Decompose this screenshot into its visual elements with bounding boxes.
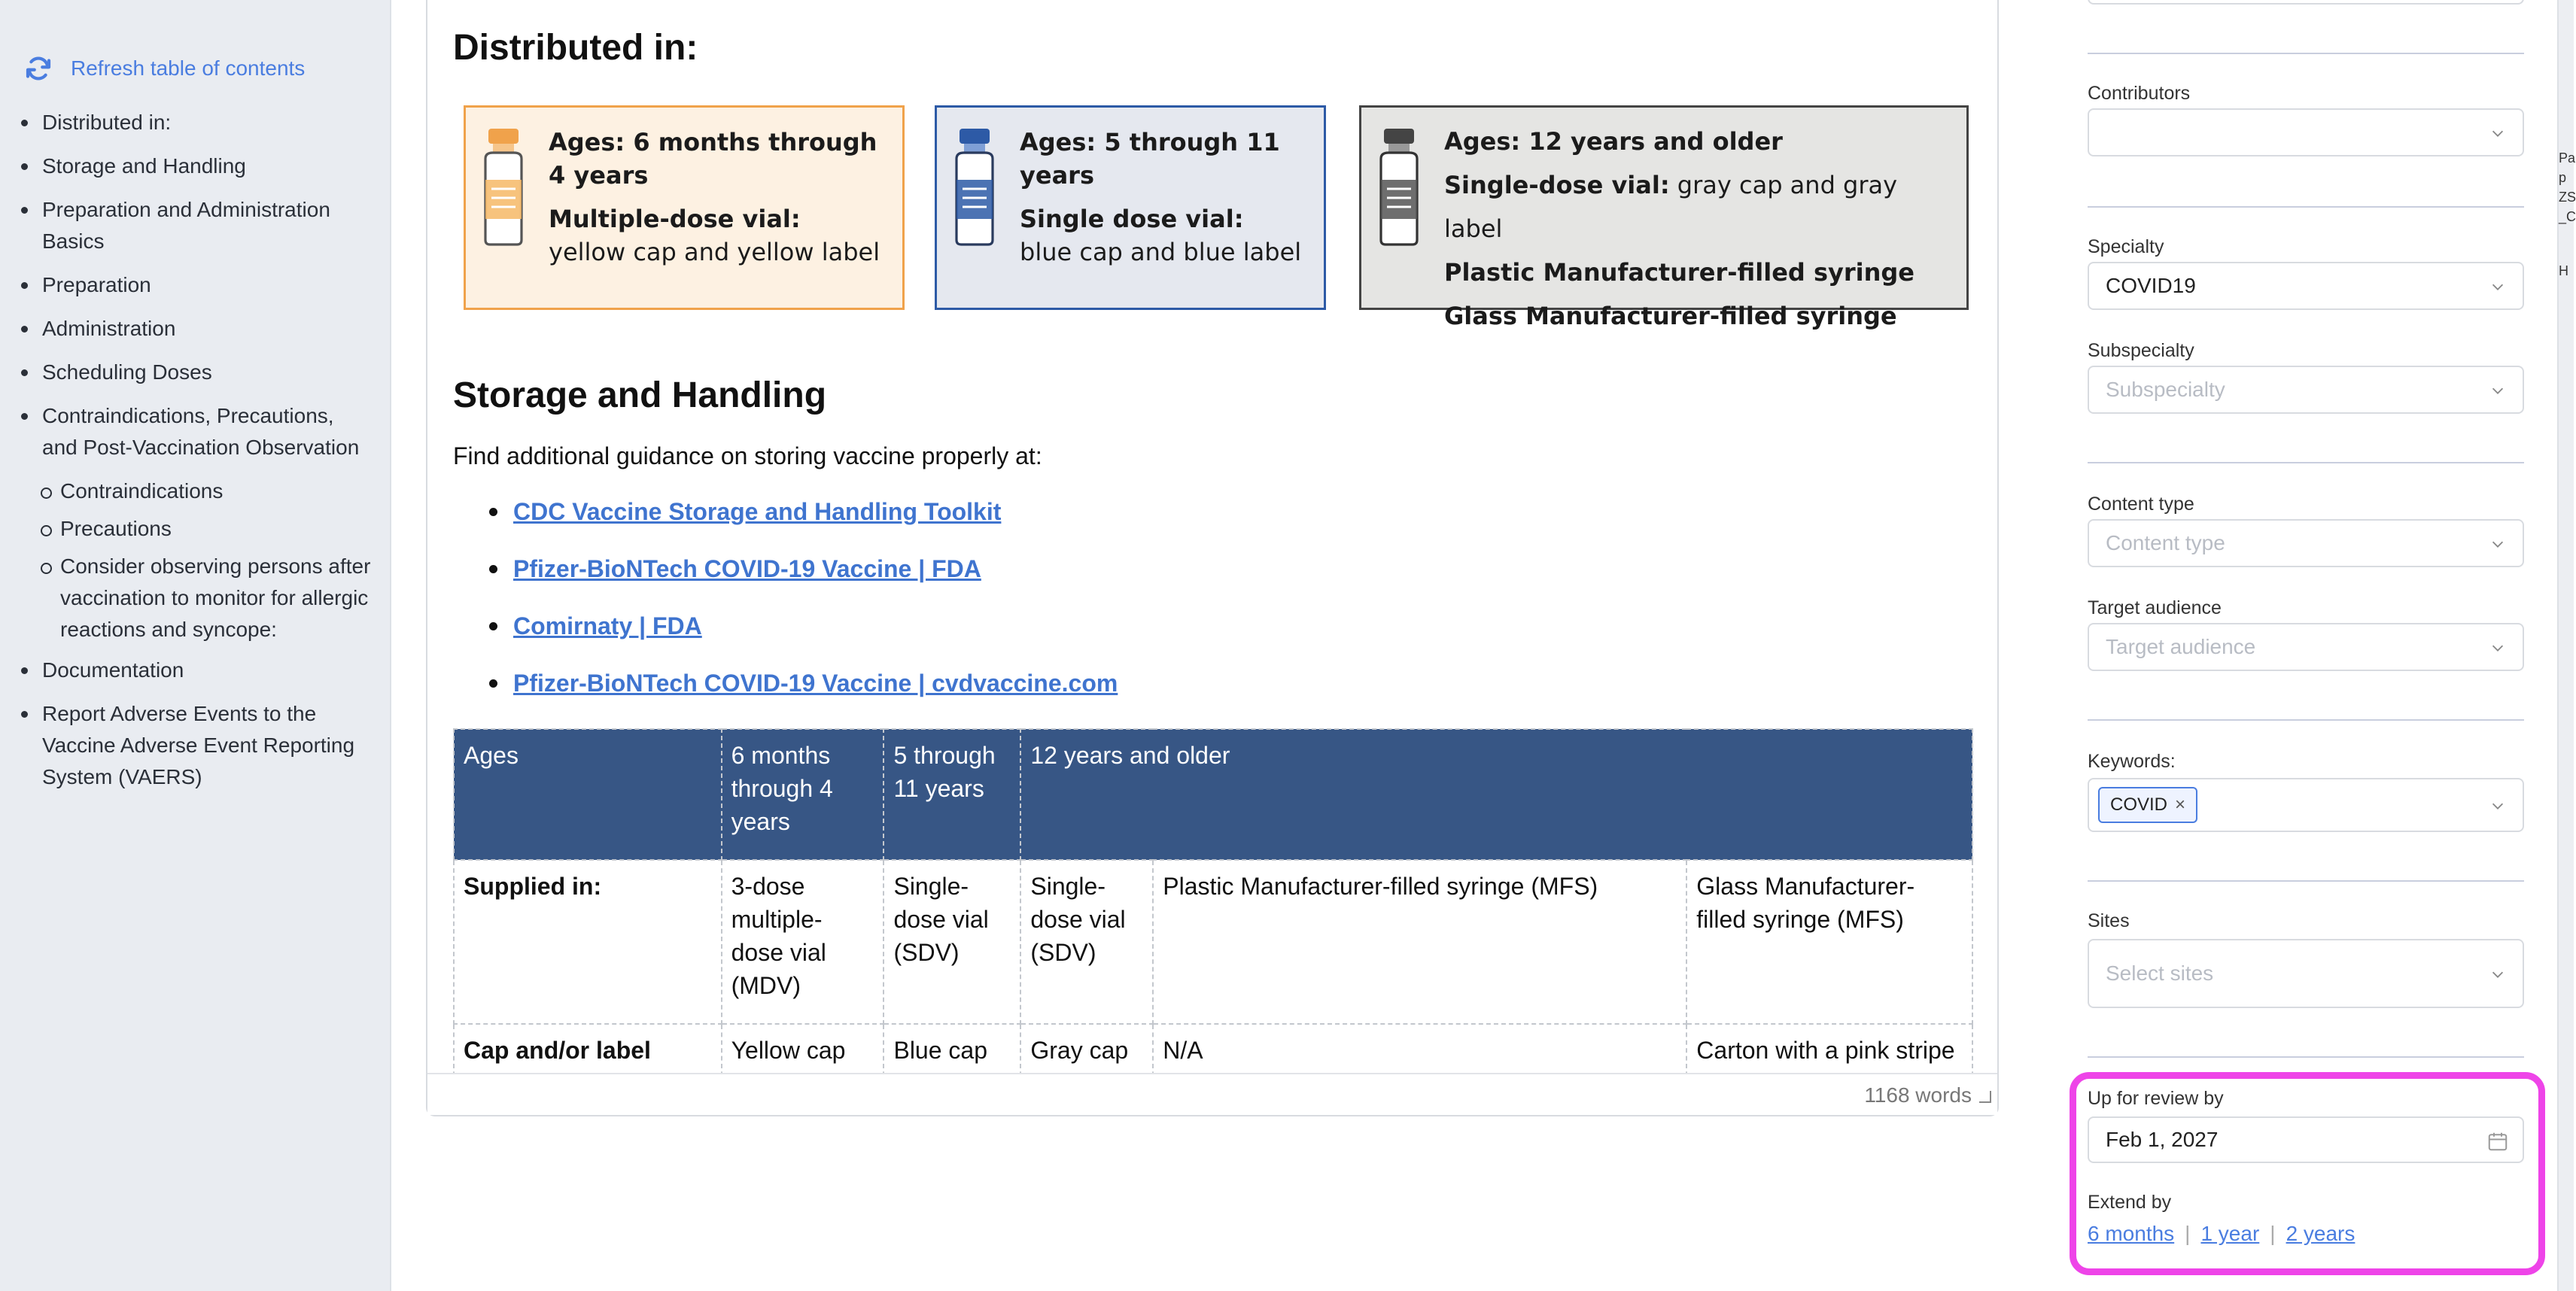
- subspecialty-placeholder: Subspecialty: [2106, 378, 2225, 401]
- keyword-chip-label: COVID: [2110, 794, 2168, 815]
- toc-item-report-vaers[interactable]: Report Adverse Events to the Vaccine Adverse Event Reporting System (VAERS): [18, 698, 372, 793]
- edge-fragment: ZS: [2559, 190, 2576, 205]
- link-item: [489, 609, 1118, 642]
- separator: |: [2185, 1222, 2191, 1245]
- top-select[interactable]: [2088, 0, 2524, 5]
- contributors-select[interactable]: [2088, 108, 2524, 156]
- sites-placeholder: Select sites: [2106, 961, 2214, 985]
- editor-content[interactable]: [453, 0, 1975, 1076]
- extend-label: Extend by: [2088, 1192, 2172, 1213]
- box-vial-title: Single dose vial:: [1020, 205, 1244, 233]
- toc-subitem-contraindications[interactable]: Contraindications: [18, 475, 372, 507]
- table-cell: Cap and/or label: [454, 1024, 722, 1107]
- table-header-cell: 6 months through 4 years: [722, 729, 884, 860]
- word-count: 1168 words: [1864, 1083, 1972, 1107]
- content-type-label: Content type: [2088, 494, 2194, 515]
- content-type-placeholder: Content type: [2106, 531, 2225, 554]
- table-row: [454, 860, 1972, 1024]
- chevron-down-icon: [2489, 382, 2506, 399]
- chevron-down-icon: [2489, 536, 2506, 552]
- edge-fragment: p: [2559, 170, 2567, 185]
- vaccine-table: [453, 728, 1973, 1107]
- divider: [2088, 462, 2524, 463]
- subspecialty-label: Subspecialty: [2088, 340, 2194, 361]
- target-audience-label: Target audience: [2088, 597, 2222, 618]
- toc-item-contraindications-section[interactable]: Contraindications, Precautions, and Post-Vaccination Observation: [18, 400, 372, 463]
- vaccine-box-6mo-4y: [464, 105, 905, 310]
- box-extra-glass: Glass Manufacturer-filled syringe: [1444, 302, 1897, 330]
- toc-item-documentation[interactable]: Documentation: [18, 655, 372, 686]
- toc-item-preparation[interactable]: Preparation: [18, 269, 372, 301]
- table-cell: Single-dose vial (SDV): [884, 860, 1020, 1024]
- box-vial-title: Single-dose vial:: [1444, 171, 1670, 199]
- extend-6-months-link[interactable]: 6 months: [2088, 1222, 2175, 1245]
- table-cell: Yellow cap: [722, 1024, 884, 1107]
- review-label: Up for review by: [2088, 1088, 2224, 1109]
- table-cell: Supplied in:: [454, 860, 722, 1024]
- box-vial-title: Multiple-dose vial:: [549, 205, 801, 233]
- sites-select[interactable]: [2088, 939, 2524, 1008]
- edge-fragment: Pa: [2559, 150, 2576, 166]
- link-cdc-toolkit[interactable]: CDC Vaccine Storage and Handling Toolkit: [513, 498, 1002, 525]
- edge-fragment: _C: [2559, 209, 2576, 224]
- heading-storage: Storage and Handling: [453, 375, 827, 415]
- table-cell: Gray cap: [1020, 1024, 1153, 1107]
- divider: [2088, 53, 2524, 54]
- review-date-value: Feb 1, 2027: [2106, 1128, 2219, 1151]
- vial-icon: [950, 126, 999, 246]
- divider: [2088, 880, 2524, 882]
- refresh-toc-label[interactable]: Refresh table of contents: [71, 56, 306, 80]
- table-cell: N/A: [1153, 1024, 1686, 1107]
- toc-subitem-precautions[interactable]: Precautions: [18, 513, 372, 545]
- toc-item-scheduling[interactable]: Scheduling Doses: [18, 357, 372, 388]
- resize-handle-icon[interactable]: [1979, 1091, 1991, 1103]
- toc-list: [18, 107, 372, 805]
- box-vial-desc: blue cap and blue label: [1020, 238, 1302, 266]
- toc-sidebar: [0, 0, 391, 1291]
- vial-icon: [1375, 126, 1423, 246]
- link-cvdvaccine[interactable]: Pfizer-BioNTech COVID-19 Vaccine | cvdvaccine.com: [513, 670, 1118, 697]
- link-item: [489, 552, 1118, 585]
- separator: |: [2270, 1222, 2276, 1245]
- heading-distributed: Distributed in:: [453, 28, 698, 68]
- link-pfizer-fda[interactable]: Pfizer-BioNTech COVID-19 Vaccine | FDA: [513, 555, 981, 582]
- chevron-down-icon: [2489, 966, 2506, 983]
- target-audience-placeholder: Target audience: [2106, 635, 2256, 658]
- subspecialty-select[interactable]: [2088, 366, 2524, 414]
- toc-item-storage[interactable]: Storage and Handling: [18, 150, 372, 182]
- specialty-value: COVID19: [2106, 274, 2196, 297]
- content-type-select[interactable]: [2088, 519, 2524, 567]
- table-header-row: [454, 729, 1972, 860]
- divider: [2088, 1056, 2524, 1058]
- box-vial-desc: yellow cap and yellow label: [549, 238, 880, 266]
- table-cell: Carton with a pink stripe: [1686, 1024, 1972, 1107]
- extend-2-years-link[interactable]: 2 years: [2286, 1222, 2356, 1245]
- target-audience-select[interactable]: [2088, 623, 2524, 671]
- box-ages: Ages: 5 through 11 years: [1020, 128, 1280, 190]
- link-item: [489, 495, 1118, 528]
- box-extra-plastic: Plastic Manufacturer-filled syringe: [1444, 258, 1915, 287]
- toc-subitem-observation[interactable]: Consider observing persons after vaccination to monitor for allergic reactions and syncope:: [18, 551, 372, 646]
- edge-fragment: H: [2559, 263, 2568, 278]
- table-header-cell: Ages: [454, 729, 722, 860]
- table-cell: 3-dose multiple-dose vial (MDV): [722, 860, 884, 1024]
- toc-item-prep-admin-basics[interactable]: Preparation and Administration Basics: [18, 194, 372, 257]
- toc-item-distributed[interactable]: Distributed in:: [18, 107, 372, 138]
- chevron-down-icon: [2489, 639, 2506, 656]
- box-vial-desc: gray cap and gray label: [1444, 171, 1898, 243]
- chevron-down-icon: [2489, 797, 2506, 814]
- specialty-select[interactable]: [2088, 262, 2524, 310]
- refresh-icon: [23, 53, 54, 84]
- remove-keyword-icon[interactable]: ×: [2175, 794, 2186, 815]
- link-item: [489, 667, 1118, 700]
- refresh-toc-button[interactable]: [23, 53, 305, 84]
- storage-paragraph: Find additional guidance on storing vaccine properly at:: [453, 442, 1042, 469]
- table-cell: Glass Manufacturer-filled syringe (MFS): [1686, 860, 1972, 1024]
- specialty-label: Specialty: [2088, 236, 2164, 257]
- divider: [2088, 206, 2524, 208]
- keywords-select[interactable]: [2088, 778, 2524, 832]
- document-editor[interactable]: [426, 0, 1999, 1116]
- keyword-chip: [2098, 787, 2197, 823]
- box-ages: Ages: 12 years and older: [1444, 127, 1783, 156]
- extend-1-year-link[interactable]: 1 year: [2200, 1222, 2260, 1245]
- storage-links: [489, 495, 1118, 724]
- box-ages: Ages: 6 months through 4 years: [549, 128, 877, 190]
- contributors-label: Contributors: [2088, 83, 2191, 104]
- review-highlight-box: [2070, 1072, 2545, 1275]
- toc-item-administration[interactable]: Administration: [18, 313, 372, 345]
- link-comirnaty-fda[interactable]: Comirnaty | FDA: [513, 612, 702, 639]
- vial-icon: [479, 126, 528, 246]
- vaccine-box-5-11y: [935, 105, 1326, 310]
- chevron-down-icon: [2489, 125, 2506, 141]
- table-cell: Plastic Manufacturer-filled syringe (MFS): [1153, 860, 1686, 1024]
- table-header-cell: 12 years and older: [1020, 729, 1972, 860]
- chevron-down-icon: [2489, 278, 2506, 295]
- vaccine-box-12y-older: [1359, 105, 1969, 330]
- editor-status-bar: [427, 1073, 1997, 1115]
- table-cell: Blue cap: [884, 1024, 1020, 1107]
- table-cell: Single-dose vial (SDV): [1020, 860, 1153, 1024]
- divider: [2088, 719, 2524, 721]
- table-header-cell: 5 through 11 years: [884, 729, 1020, 860]
- sites-label: Sites: [2088, 910, 2130, 931]
- keywords-label: Keywords:: [2088, 751, 2176, 772]
